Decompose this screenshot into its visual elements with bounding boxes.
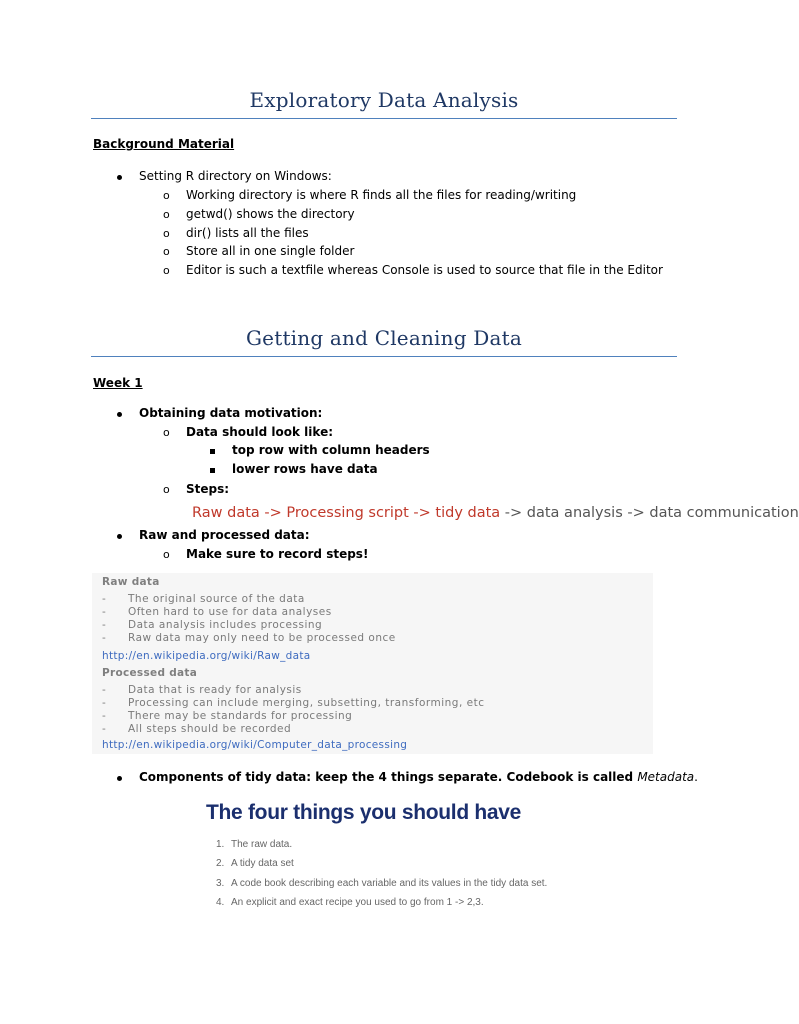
bullet-marker [117,771,122,786]
sub-bullet-marker [163,425,170,440]
processed-data-link[interactable]: http://en.wikipedia.org/wiki/Computer_data_processing [102,739,408,751]
subitem-data-look-like: Data should look like: [186,425,334,439]
sub-bullet-marker [163,226,170,241]
four-things-item: 4. An explicit and exact recipe you used to go from 1 -> 2,3. [216,897,484,908]
square-bullet-marker [210,463,215,478]
subitem-working-directory: Working directory is where R finds all the files for reading/writing [186,188,577,202]
processed-item: - Processing can include merging, subsetting, transforming, etc [102,697,485,709]
bullet-components-tidy-data: Components of tidy data: keep the 4 things separate. Codebook is called Metadata. [139,770,698,784]
subitem-getwd: getwd() shows the directory [186,207,355,221]
flow-rest: -> data analysis -> data communication [500,505,799,521]
subitem-dir: dir() lists all the files [186,226,309,240]
heading-rule [91,356,677,357]
processed-data-title: Processed data [102,667,198,679]
bullet-setting-r-directory: Setting R directory on Windows: [139,169,332,183]
raw-item: - The original source of the data [102,593,305,605]
sub-bullet-marker [163,244,170,259]
processed-item: - There may be standards for processing [102,710,353,722]
processing-flow-image [192,505,799,521]
sub-bullet-marker [163,547,170,562]
subitem-record-steps: Make sure to record steps! [186,547,369,561]
bullet-marker [117,529,122,544]
square-bullet-marker [210,444,215,459]
sub-bullet-marker [163,207,170,222]
raw-processed-data-image [92,573,653,754]
heading-exploratory-data-analysis: Exploratory Data Analysis [249,88,519,112]
item-lower-rows: lower rows have data [232,462,378,476]
four-things-image [200,795,548,913]
four-things-title: The four things you should have [206,801,522,824]
raw-data-link[interactable]: http://en.wikipedia.org/wiki/Raw_data [102,650,311,662]
raw-data-title: Raw data [102,576,160,588]
subitem-editor-console: Editor is such a textfile whereas Console is used to source that file in the Editor [186,263,663,277]
four-things-item: 3. A code book describing each variable and its values in the tidy data set. [216,878,548,889]
sub-bullet-marker [163,188,170,203]
four-things-item: 2. A tidy data set [216,858,294,869]
processed-item: - All steps should be recorded [102,723,292,735]
four-things-item: 1. The raw data. [216,839,293,850]
raw-item: - Often hard to use for data analyses [102,606,332,618]
raw-item: - Raw data may only need to be processed once [102,632,396,644]
subheading-background-material: Background Material [93,137,235,151]
raw-item: - Data analysis includes processing [102,619,323,631]
bullet-marker [117,170,122,185]
flow-highlighted: Raw data -> Processing script -> tidy data [192,505,501,521]
heading-rule [91,118,677,119]
bullet-raw-processed: Raw and processed data: [139,528,310,542]
processed-item: - Data that is ready for analysis [102,684,302,696]
subheading-week-1: Week 1 [93,376,143,390]
sub-bullet-marker [163,263,170,278]
bullet-marker [117,407,122,422]
bullet-obtaining-data: Obtaining data motivation: [139,406,323,420]
subitem-store-folder: Store all in one single folder [186,244,355,258]
heading-getting-cleaning-data: Getting and Cleaning Data [246,326,522,350]
item-top-row: top row with column headers [232,443,430,457]
subitem-steps: Steps: [186,482,230,496]
sub-bullet-marker [163,482,170,497]
